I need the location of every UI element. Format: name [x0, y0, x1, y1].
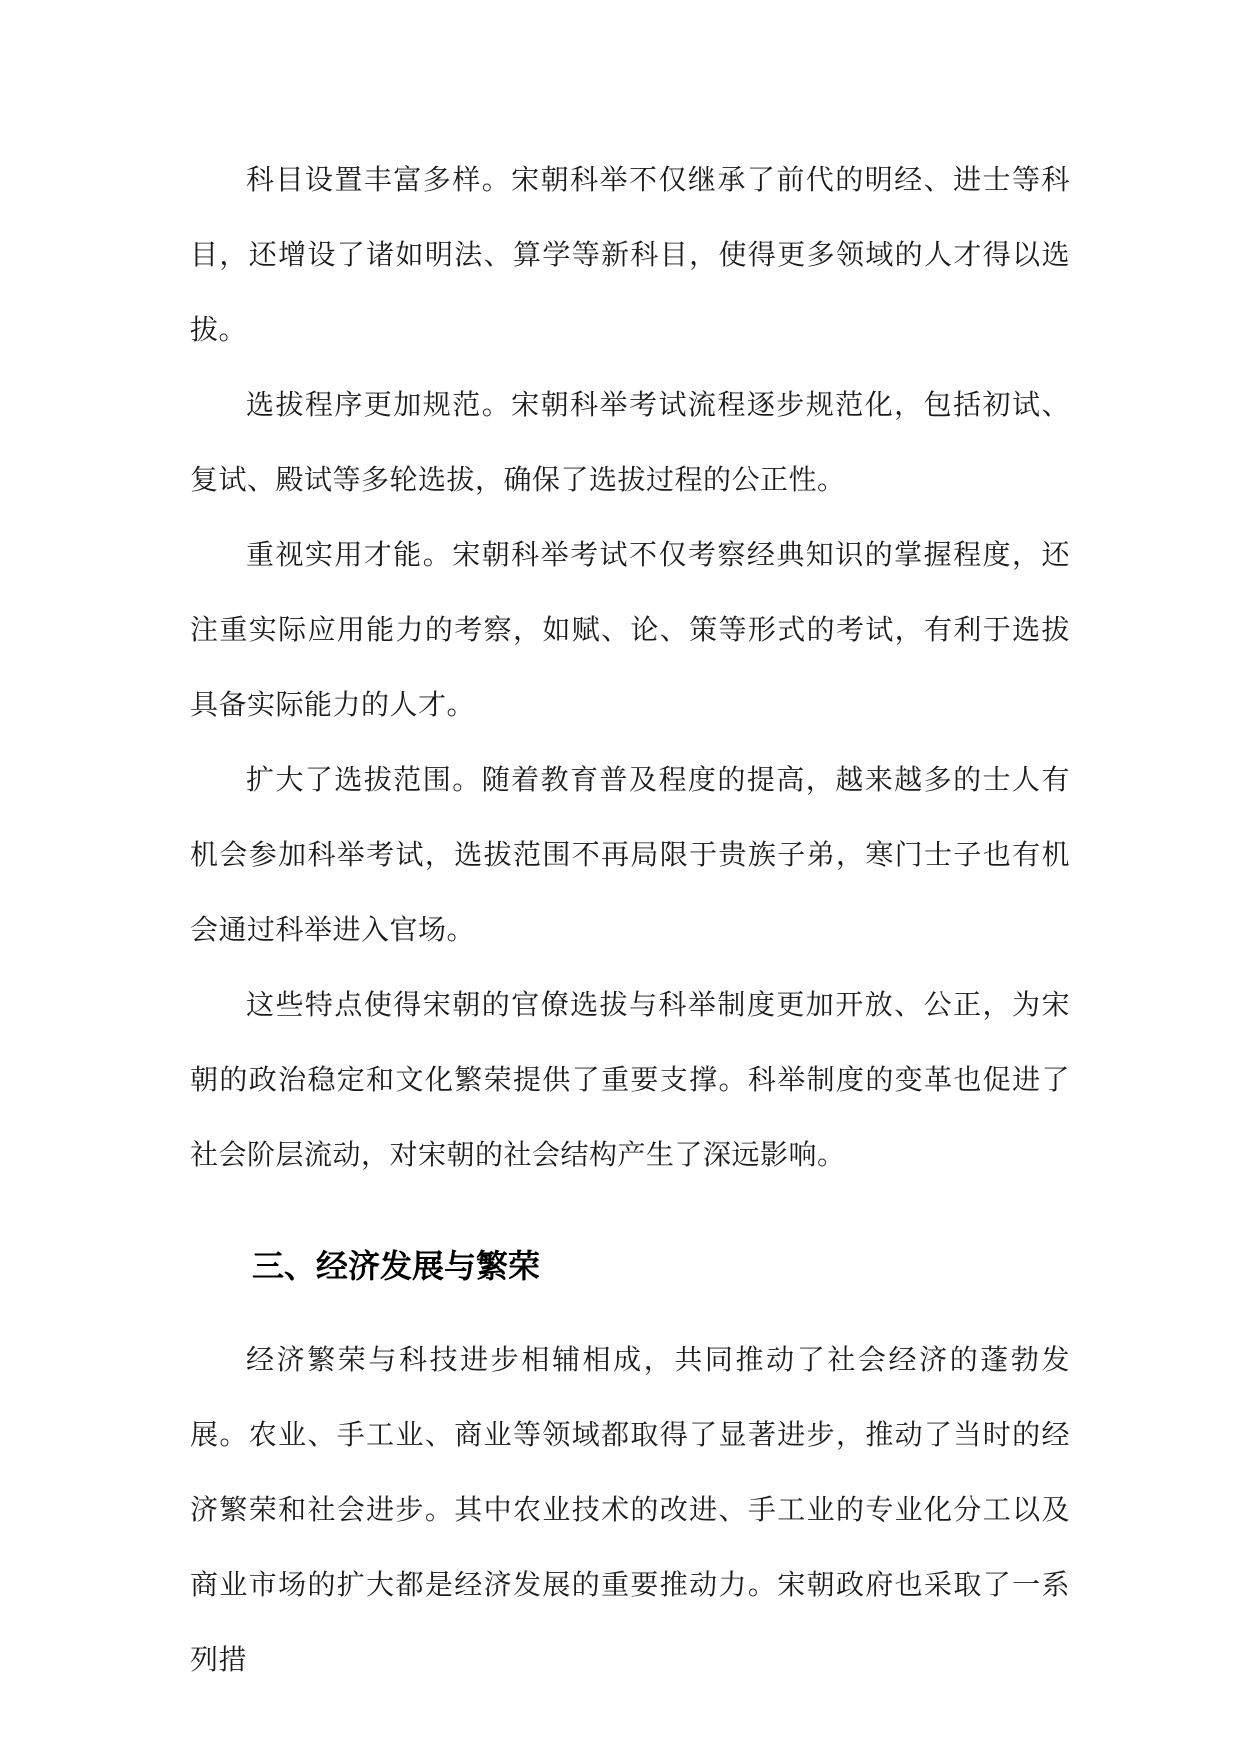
document-body: [190, 142, 1070, 1697]
paragraph-summary: 这些特点使得宋朝的官僚选拔与科举制度更加开放、公正，为宋朝的政治稳定和文化繁荣提供了重要支撑。科举制度的变革也促进了社会阶层流动，对宋朝的社会结构产生了深远影响。: [190, 988, 1070, 1171]
section-heading: 三、经济发展与繁荣: [252, 1247, 541, 1285]
paragraph-economy: 经济繁荣与科技进步相辅相成，共同推动了社会经济的蓬勃发展。农业、手工业、商业等领域都取得了显著进步，推动了当时的经济繁荣和社会进步。其中农业技术的改进、手工业的专业化分工以及商业市场的扩大都是经济发展的重要推动力。宋朝政府也采取了一系列措: [190, 1343, 1070, 1676]
paragraph-subject-variety: 科目设置丰富多样。宋朝科举不仅继承了前代的明经、进士等科目，还增设了诸如明法、算学等新科目，使得更多领域的人才得以选拔。: [190, 163, 1070, 346]
paragraph-selection-procedure: 选拔程序更加规范。宋朝科举考试流程逐步规范化，包括初试、复试、殿试等多轮选拔，确保了选拔过程的公正性。: [190, 388, 1070, 496]
paragraph-expanded-scope: 扩大了选拔范围。随着教育普及程度的提高，越来越多的士人有机会参加科举考试，选拔范围不再局限于贵族子弟，寒门士子也有机会通过科举进入官场。: [190, 763, 1070, 946]
paragraph-practical-ability: 重视实用才能。宋朝科举考试不仅考察经典知识的掌握程度，还注重实际应用能力的考察，如赋、论、策等形式的考试，有利于选拔具备实际能力的人才。: [190, 538, 1070, 721]
